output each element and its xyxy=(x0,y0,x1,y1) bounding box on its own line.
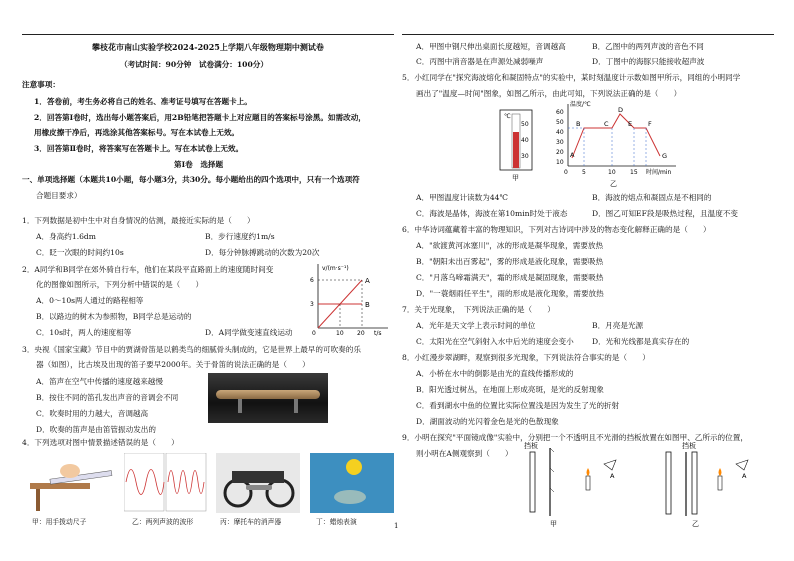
q9-board-1 xyxy=(530,452,535,512)
q5-tick-10: 10 xyxy=(556,159,564,166)
q5-point-d: D xyxy=(618,106,624,114)
q2-ylabel: v/(m·s⁻¹) xyxy=(322,265,349,272)
q1-option-b: B．步行速度约1m/s xyxy=(205,232,275,241)
top-rule-right xyxy=(402,34,774,35)
ruler xyxy=(50,471,112,485)
q4-option-c: C．丙图中消音器是在声源处减弱噪声 xyxy=(416,57,544,66)
q9-flame-1 xyxy=(587,468,590,476)
top-rule xyxy=(22,34,394,35)
q9-stem-2: 则小明在A侧观察到（ ） xyxy=(416,449,513,458)
q4-caption-4: 丁：蜡烛表演 xyxy=(316,518,357,526)
q3-option-c: C．吹奏时用的力越大，音调越高 xyxy=(36,409,149,418)
q5-tick-x5: 5 xyxy=(582,169,586,176)
stand-leg-right xyxy=(294,399,298,413)
q1-option-c: C．眨一次眼的时间约10s xyxy=(36,248,124,257)
note-2a: 2．回答第Ⅰ卷时，选出每小题答案后，用2B铅笔把答题卡上对应题目的答案标号涂黑。如需改动， xyxy=(34,113,366,122)
notes-heading: 注意事项： xyxy=(22,80,60,89)
thermo-40: 40 xyxy=(521,137,529,144)
q4-stem: 4．下列选项对图中情景描述错误的是（ ） xyxy=(22,438,179,447)
ball xyxy=(346,459,362,475)
q7-option-b: B．月亮是光源 xyxy=(592,321,644,330)
q5-tick-30: 30 xyxy=(556,139,564,146)
q8-stem: 8．小红漫步翠湖畔，观察到很多光现象，下列说法符合事实的是（ ） xyxy=(402,353,650,362)
q9-board-label-2: 挡板 xyxy=(682,442,696,450)
q2-option-a: A．0～10s两人通过的路程相等 xyxy=(36,296,144,305)
q6-option-d: D．"一蓑烟雨任平生"，雨的形成是液化现象，需要放热 xyxy=(416,289,604,298)
bone-flute-photo xyxy=(208,373,328,423)
q5-point-b: B xyxy=(576,120,581,128)
q5-ylabel: 温度/℃ xyxy=(570,101,591,108)
q2-stem-2: 化的图像如图所示，下列分析中错误的是（ ） xyxy=(36,280,204,289)
part1-heading-a: 一、单项选择题（本题共10小题，每小题3分，共30分。每小题给出的四个选项中，只有一个选项符 xyxy=(22,175,360,184)
thermometer-figure xyxy=(498,108,534,182)
q9-stem-1: 9．小明在探究"平面镜成像"实验中，分别把一个不透明且不光滑的挡板放置在如图甲、乙所示的位置， xyxy=(402,433,748,442)
bone-flute-shape xyxy=(216,390,320,399)
q9-eye-1 xyxy=(604,460,616,470)
hand xyxy=(60,464,80,478)
q5-option-d: D．图乙可知EF段是吸热过程，且温度不变 xyxy=(592,209,738,218)
q3-option-a: A．笛声在空气中传播的速度越来越慢 xyxy=(36,377,163,386)
exam-title: 攀枝花市南山实验学校2024-2025上学期八年级物理期中测试卷 xyxy=(92,42,324,52)
thermo-30: 30 xyxy=(521,153,529,160)
thermo-caption: 甲 xyxy=(512,174,519,182)
q4-option-d: D．丁图中的海豚只能接收超声波 xyxy=(592,57,705,66)
q7-stem: 7．关于光现象， 下列说法正确的是（ ） xyxy=(402,305,555,314)
q9-mirror-figure-jia xyxy=(520,438,620,528)
exam-meta: （考试时间：90分钟 试卷满分：100分） xyxy=(120,60,268,69)
q5-point-g: G xyxy=(662,152,668,160)
q9-candle-2 xyxy=(718,476,722,490)
q9-caption-yi: 乙 xyxy=(692,520,699,528)
dolphin xyxy=(334,490,366,504)
q6-option-c: C．"月落乌啼霜满天"，霜的形成是凝固现象，需要吸热 xyxy=(416,273,604,282)
q9-board-label-1: 挡板 xyxy=(524,442,538,450)
q3-stem-1: 3．央视《国家宝藏》节目中的贾湖骨笛是以鹤类鸟的细腻骨头制成的，它是世界上最早的可吹奏的乐 xyxy=(22,345,361,354)
q5-temperature-graph xyxy=(550,100,680,188)
wave-panel-1 xyxy=(124,453,164,511)
q2-option-d: D．A同学做变速直线运动 xyxy=(205,328,293,337)
q9-point-a-2: A xyxy=(742,472,747,480)
q8-option-c: C．看到湖水中鱼的位置比实际位置浅是因为发生了光的折射 xyxy=(416,401,620,410)
stand-leg-left xyxy=(238,399,242,413)
q2-label-a: A xyxy=(365,277,370,285)
q9-board-2 xyxy=(666,452,671,514)
note-1: 1．答卷前，考生务必将自己的姓名、准考证号填写在答题卡上。 xyxy=(34,97,252,106)
q1-option-a: A．身高约1.6dm xyxy=(36,232,96,241)
q5-tick-60: 60 xyxy=(556,109,564,116)
q4-waveform-image xyxy=(124,453,208,513)
desk-top xyxy=(30,483,90,489)
q5-point-e: E xyxy=(628,120,633,128)
q3-stem-2: 器（如图），比古埃及出现的笛子要早2000年。关于骨笛的说法正确的是（ ） xyxy=(36,360,310,369)
q5-xlabel: 时间/min xyxy=(646,169,672,176)
q2-tick-10: 10 xyxy=(336,330,344,336)
q5-tick-x0: 0 xyxy=(564,169,568,176)
thermo-unit: ℃ xyxy=(504,113,511,120)
q6-option-b: B．"朝阳未出百雾起"，雾的形成是液化现象，需要吸热 xyxy=(416,257,604,266)
q5-tick-50: 50 xyxy=(556,119,564,126)
q9-candle-1 xyxy=(586,476,590,490)
desk-leg xyxy=(36,489,40,511)
part1-heading-b: 合题目要求） xyxy=(36,191,82,200)
q4-dolphin-image xyxy=(310,453,394,513)
q9-mirror-figure-yi xyxy=(652,438,756,528)
q5-stem-2: 画出了"温度—时间"图象，如图乙所示，由此可知，下列说法正确的是（ ） xyxy=(416,89,682,98)
thermometer-liquid xyxy=(513,132,519,168)
q5-point-f: F xyxy=(648,120,652,128)
q5-option-c: C．海波是晶体，海波在第10min时处于液态 xyxy=(416,209,568,218)
q5-tick-20: 20 xyxy=(556,149,564,156)
q2-velocity-graph xyxy=(304,262,390,336)
q4-ruler-image xyxy=(30,453,116,513)
q7-option-a: A．光年是天文学上表示时间的单位 xyxy=(416,321,536,330)
q4-caption-2: 乙：两列声波的波形 xyxy=(132,518,194,526)
section-title: 第Ⅰ卷 选择题 xyxy=(174,160,224,169)
q3-option-d: D．吹奏的笛声是由笛管振动发出的 xyxy=(36,425,156,434)
q8-option-b: B．阳光透过树丛，在地面上形成亮斑，是光的反射现象 xyxy=(416,385,604,394)
q7-option-c: C．太阳光在空气斜射入水中后光的速度会变小 xyxy=(416,337,574,346)
note-2b: 用橡皮擦干净后，再选涂其他答案标号。写在本试卷上无效。 xyxy=(34,128,240,137)
q2-tick-20: 20 xyxy=(357,330,365,336)
note-3: 3．回答第Ⅱ卷时，将答案写在答题卡上。写在本试卷上无效。 xyxy=(34,144,244,153)
q5-point-c: C xyxy=(604,120,609,128)
q1-stem: 1．下列数据是初中生中对自身情况的估测，最接近实际的是（ ） xyxy=(22,216,255,225)
q6-stem: 6．中华诗词蕴藏着丰富的物理知识，下列对古诗词中涉及的物态变化解释正确的是（ ） xyxy=(402,225,711,234)
q9-board-3 xyxy=(692,452,697,514)
q9-eye-2 xyxy=(736,460,748,470)
q4-caption-3: 丙：摩托车的消声器 xyxy=(220,518,282,526)
q5-point-a: A xyxy=(570,151,575,159)
page-number: 1 xyxy=(394,522,399,530)
q9-point-a-1: A xyxy=(610,472,615,480)
q3-option-b: B．按住不同的笛孔发出声音的音调会不同 xyxy=(36,393,179,402)
q6-option-a: A．"欲渡黄河冰塞川"，冰的形成是凝华现象，需要放热 xyxy=(416,241,604,250)
q5-graph-caption: 乙 xyxy=(610,180,617,188)
q9-caption-jia: 甲 xyxy=(550,520,557,528)
q4-option-b: B．乙图中的两列声波的音色不同 xyxy=(592,42,704,51)
muffler xyxy=(246,485,272,490)
q2-tick-0: 0 xyxy=(312,330,316,336)
q5-tick-40: 40 xyxy=(556,129,564,136)
q2-label-b: B xyxy=(365,301,370,309)
q2-stem-1: 2．A同学和B同学在郊外骑自行车，他们在某段平直路面上的速度随时间变 xyxy=(22,265,274,274)
q2-tick-6: 6 xyxy=(310,277,314,284)
motorcycle-body xyxy=(232,471,284,483)
q5-tick-x10: 10 xyxy=(608,169,616,176)
q5-option-b: B．海波的熔点和凝固点是不相同的 xyxy=(592,193,712,202)
q7-option-d: D．光和光线都是真实存在的 xyxy=(592,337,690,346)
q8-option-d: D．湖面波动的光闪着金色是光的色散现象 xyxy=(416,417,559,426)
q5-tick-x15: 15 xyxy=(630,169,638,176)
q2-tick-3: 3 xyxy=(310,301,314,308)
thermo-50: 50 xyxy=(521,121,529,128)
q5-stem-1: 5．小红同学在"探究海波熔化和凝固特点"的实验中，某时刻温度计示数如图甲所示，同组的小明同学 xyxy=(402,73,741,82)
q2-option-c: C．10s时，两人的速度相等 xyxy=(36,328,132,337)
q2-option-b: B．以路边的树木为参照物，B同学总是运动的 xyxy=(36,312,192,321)
q4-option-a: A．甲图中钢尺伸出桌面长度越短，音调越高 xyxy=(416,42,566,51)
q8-option-a: A．小桥在水中的倒影是由光的直线传播形成的 xyxy=(416,369,574,378)
q4-caption-1: 甲：用手拨动尺子 xyxy=(32,518,87,526)
q1-option-d: D．每分钟脉搏跳动的次数为20次 xyxy=(205,248,320,257)
q5-option-a: A．甲图温度计读数为44℃ xyxy=(416,193,508,202)
q5-curve xyxy=(572,114,660,158)
q2-xlabel: t/s xyxy=(374,330,382,336)
q4-muffler-image xyxy=(216,453,300,513)
q9-flame-2 xyxy=(719,468,722,476)
